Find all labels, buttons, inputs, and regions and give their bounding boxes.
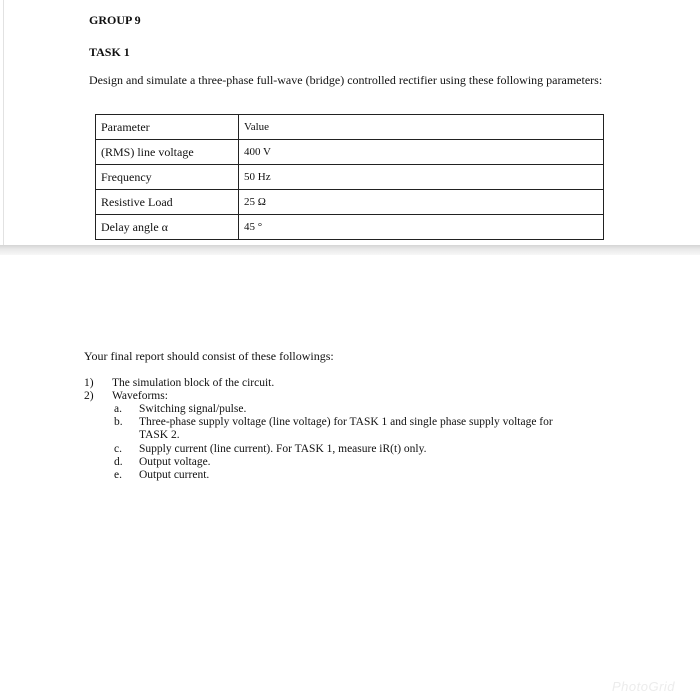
photogrid-watermark: PhotoGrid bbox=[612, 679, 676, 694]
table-cell: Frequency bbox=[96, 165, 239, 190]
list-letter: b. bbox=[114, 416, 123, 428]
list-text: Switching signal/pulse. bbox=[139, 403, 247, 415]
table-row bbox=[96, 215, 604, 240]
table-row bbox=[96, 190, 604, 215]
task-title: TASK 1 bbox=[89, 45, 130, 59]
table-header-cell: Parameter bbox=[96, 115, 239, 140]
document-page-bottom bbox=[0, 255, 700, 700]
list-text: Three-phase supply voltage (line voltage) for TASK 1 and single phase supply voltage for bbox=[139, 416, 553, 428]
list-letter: a. bbox=[114, 403, 122, 415]
list-letter: c. bbox=[114, 443, 122, 455]
list-letter: e. bbox=[114, 469, 122, 481]
table-header-cell: Value bbox=[239, 115, 604, 140]
list-text: Supply current (line current). For TASK 1, measure iR(t) only. bbox=[139, 443, 427, 455]
table-cell: Delay angle α bbox=[96, 215, 239, 240]
list-text: Output voltage. bbox=[139, 456, 211, 468]
table-cell: 25 Ω bbox=[239, 190, 604, 215]
group-title: GROUP 9 bbox=[89, 13, 141, 27]
list-text: Waveforms: bbox=[112, 390, 168, 402]
table-header-row bbox=[96, 115, 604, 140]
table-cell: 50 Hz bbox=[239, 165, 604, 190]
list-item-continuation: TASK 2. bbox=[139, 429, 180, 441]
list-text: Output current. bbox=[139, 469, 210, 481]
table-cell: Resistive Load bbox=[96, 190, 239, 215]
page-gap bbox=[0, 245, 700, 255]
table-cell: 400 V bbox=[239, 140, 604, 165]
list-number: 1) bbox=[84, 377, 94, 389]
page-edge bbox=[3, 0, 4, 245]
list-text: The simulation block of the circuit. bbox=[112, 377, 275, 389]
list-letter: d. bbox=[114, 456, 123, 468]
table-row bbox=[96, 165, 604, 190]
table-row bbox=[96, 140, 604, 165]
parameter-table bbox=[95, 114, 604, 240]
table-cell: 45 ° bbox=[239, 215, 604, 240]
task-description: Design and simulate a three-phase full-wave (bridge) controlled rectifier using these following parameters: bbox=[89, 73, 603, 87]
list-number: 2) bbox=[84, 390, 94, 402]
table-cell: (RMS) line voltage bbox=[96, 140, 239, 165]
report-intro: Your final report should consist of these followings: bbox=[84, 349, 334, 363]
document-page-top bbox=[0, 0, 700, 245]
